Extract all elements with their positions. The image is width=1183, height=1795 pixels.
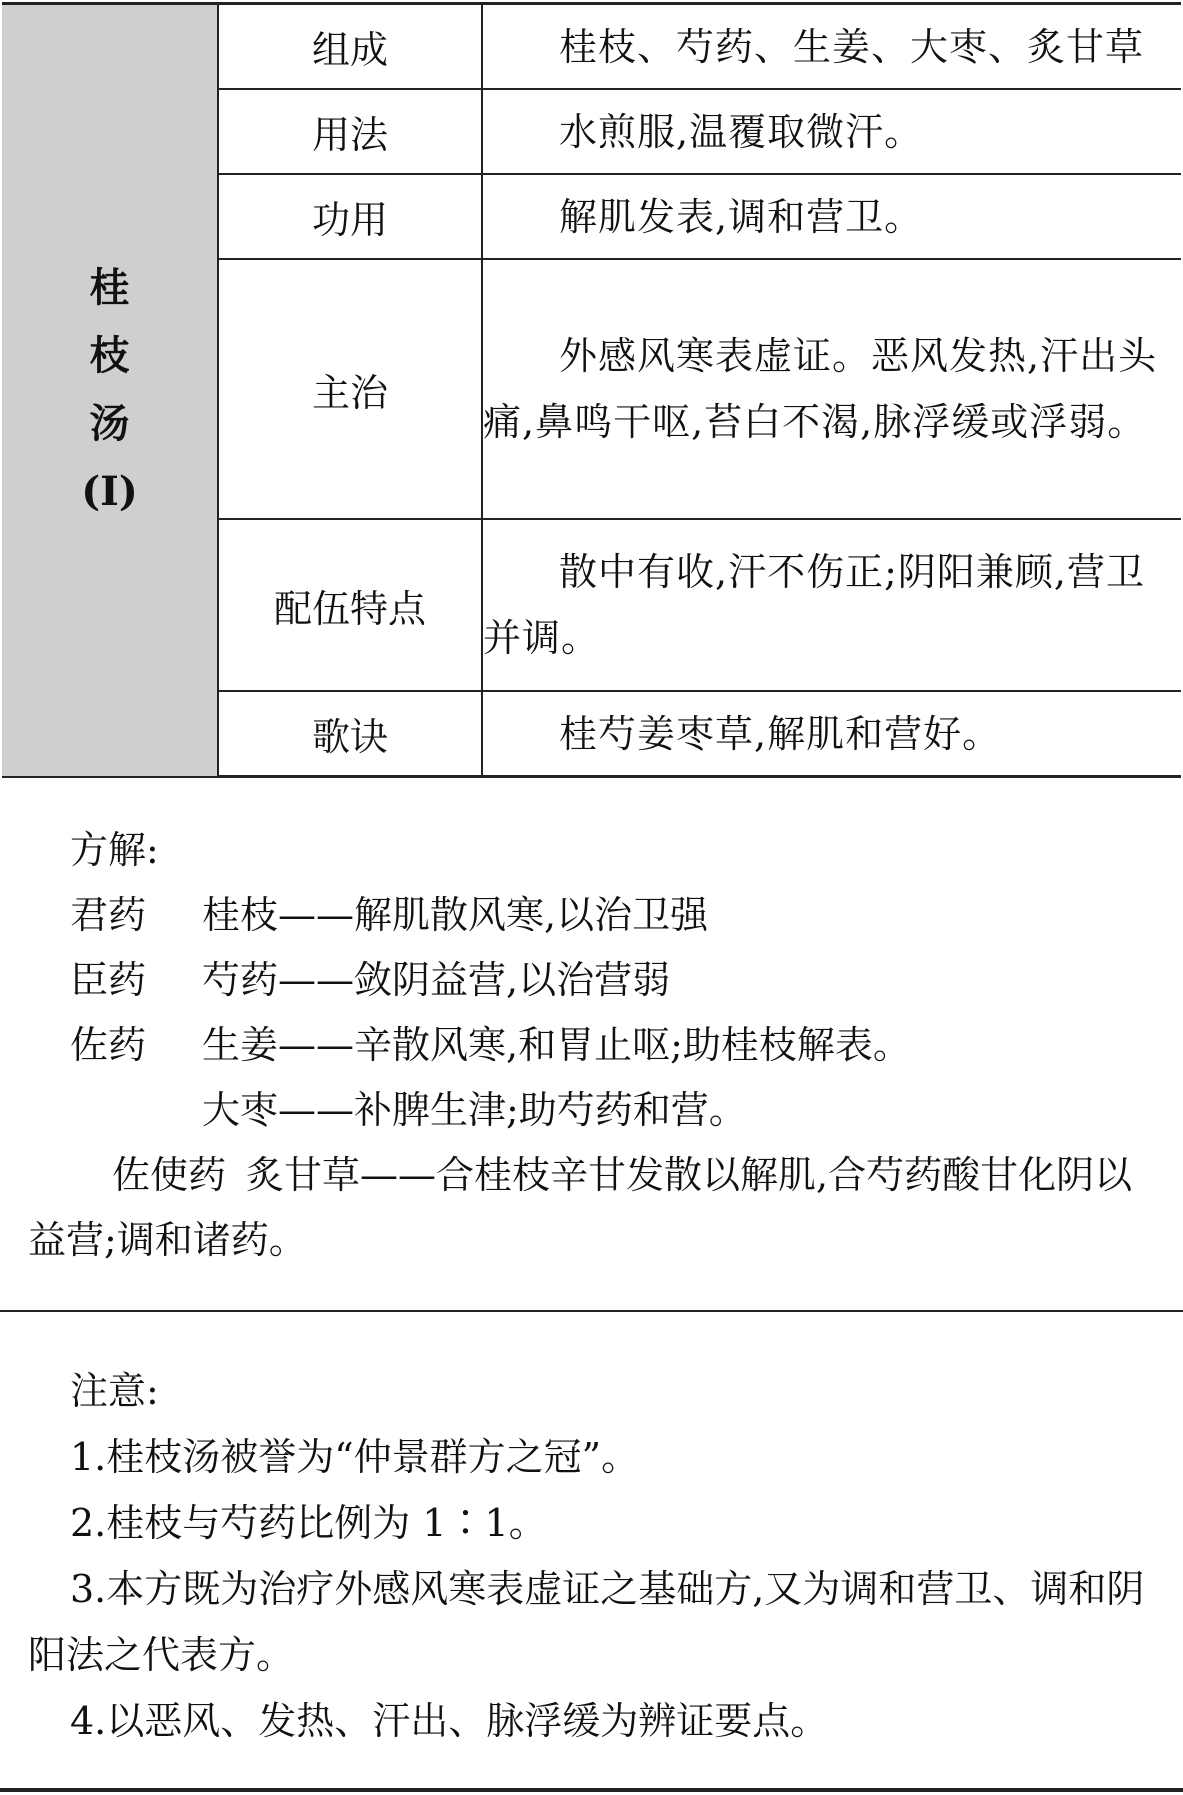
row-label-indication: 主治	[218, 259, 482, 519]
analysis-text: 大枣——补脾生津;助芍药和营。	[202, 1088, 747, 1132]
analysis-text: 桂枝——解肌散风寒,以治卫强	[202, 893, 709, 937]
row-content-mnemonic: 桂芍姜枣草,解肌和营好。	[482, 691, 1181, 777]
section-divider	[0, 1310, 1183, 1312]
formula-name-cell	[2, 4, 218, 777]
analysis-heading: 方解:	[70, 828, 159, 872]
analysis-role: 君药	[70, 893, 147, 937]
analysis-final-paragraph	[28, 1143, 1158, 1273]
note-item: 2.桂枝与芍药比例为 1∶1。	[70, 1501, 547, 1545]
formula-name-char: 桂	[89, 264, 130, 312]
row-label-mnemonic: 歌诀	[218, 691, 482, 777]
formula-name-char: 汤	[89, 400, 130, 448]
analysis-role: 佐使药	[112, 1153, 227, 1197]
formula-name	[81, 254, 138, 526]
analysis-line	[28, 948, 1158, 1013]
row-content-usage: 水煎服,温覆取微汗。	[482, 89, 1181, 174]
note-item: 1.桂枝汤被誉为“仲景群方之冠”。	[70, 1435, 640, 1479]
analysis-line	[28, 1078, 1158, 1143]
row-content-indication: 外感风寒表虚证。恶风发热,汗出头痛,鼻鸣干呕,苔白不渴,脉浮缓或浮弱。	[482, 259, 1181, 519]
notes-section	[28, 1358, 1158, 1754]
analysis-line	[28, 883, 1158, 948]
row-label-compatibility: 配伍特点	[218, 519, 482, 691]
analysis-text: 生姜——辛散风寒,和胃止呕;助桂枝解表。	[202, 1023, 911, 1067]
analysis-text: 芍药——敛阴益营,以治营弱	[202, 958, 671, 1002]
row-content-function: 解肌发表,调和营卫。	[482, 174, 1181, 259]
row-label-function: 功用	[218, 174, 482, 259]
analysis-role: 佐药	[70, 1023, 147, 1067]
bottom-rule	[0, 1788, 1183, 1792]
row-content-compatibility: 散中有收,汗不伤正;阴阳兼顾,营卫并调。	[482, 519, 1181, 691]
row-label-usage: 用法	[218, 89, 482, 174]
analysis-text: 炙甘草——合桂枝辛甘发散以解肌,合芍药酸甘化阴以益营;调和诸药。	[28, 1153, 1133, 1262]
notes-heading: 注意:	[70, 1369, 159, 1413]
formula-name-char: 枝	[89, 332, 130, 380]
table-row	[2, 4, 1181, 90]
note-item: 4.以恶风、发热、汗出、脉浮缓为辨证要点。	[70, 1699, 829, 1743]
analysis-role: 臣药	[70, 958, 147, 1002]
formula-table	[2, 2, 1181, 778]
row-content-composition: 桂枝、芍药、生姜、大枣、炙甘草	[482, 4, 1181, 90]
note-item: 3.本方既为治疗外感风寒表虚证之基础方,又为调和营卫、调和阴阳法之代表方。	[28, 1567, 1145, 1677]
analysis-line	[28, 1013, 1158, 1078]
formula-name-suffix: (Ⅰ)	[81, 468, 138, 516]
row-label-composition: 组成	[218, 4, 482, 90]
analysis-section	[28, 818, 1158, 1273]
